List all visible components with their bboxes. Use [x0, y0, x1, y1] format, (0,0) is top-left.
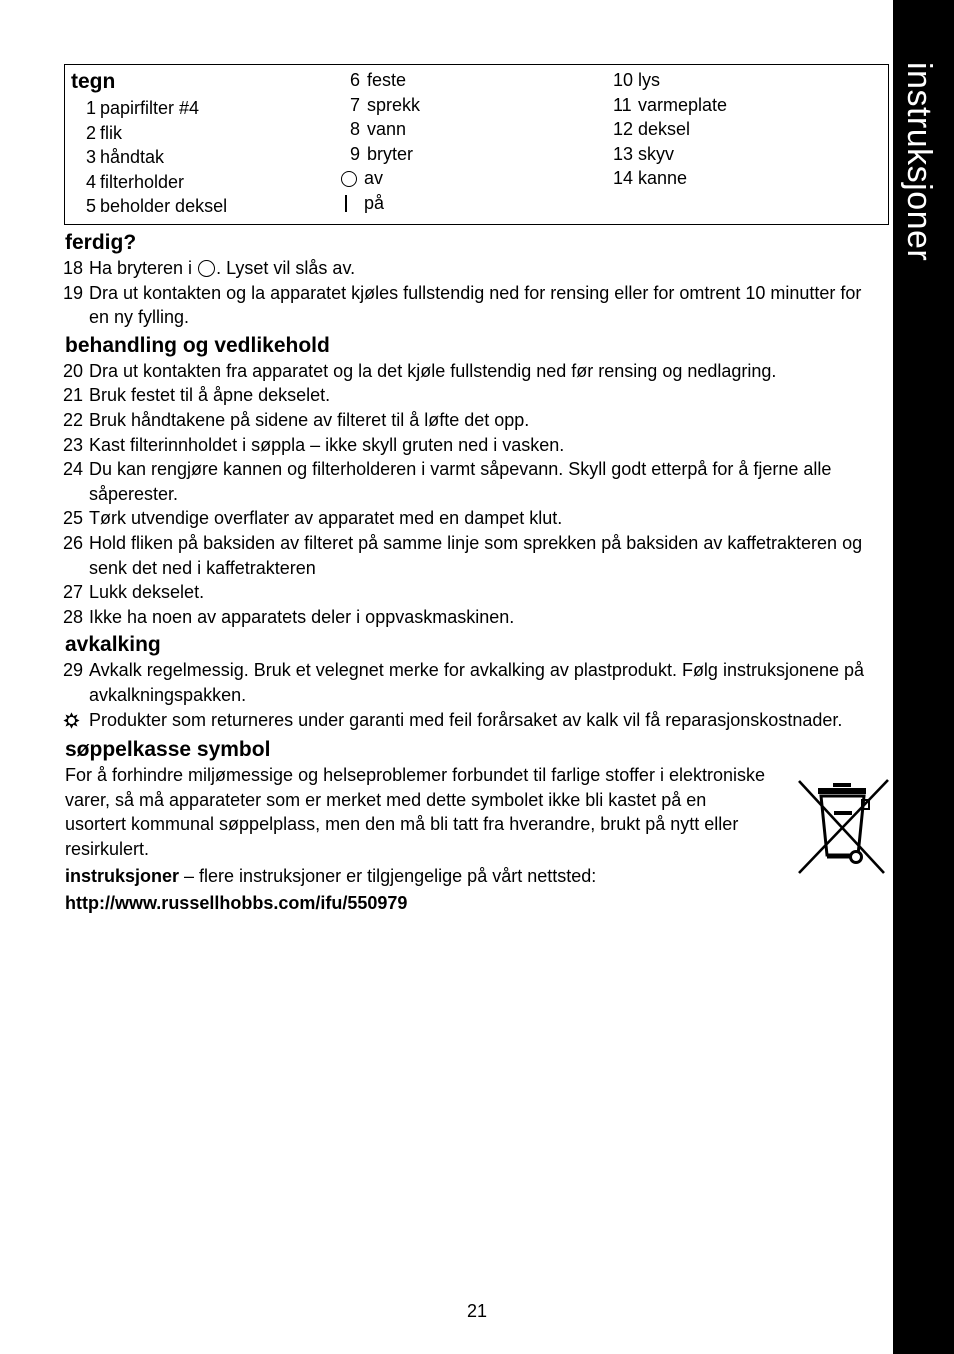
item-text: Avkalk regelmessig. Bruk et velegnet merke for avkalking av plastprodukt. Følg instruksjonene på avkalkningspakken.: [89, 660, 865, 705]
legend-number: 14: [613, 168, 634, 189]
legend-item: [80, 121, 227, 146]
legend-number: 4: [85, 171, 96, 192]
item-number: 21: [63, 385, 84, 406]
item-text: Du kan rengjøre kannen og filterholderen i varmt såpevann. Skyll godt etterpå for å fjerne alle såperester.: [89, 459, 832, 504]
list-item: [63, 383, 865, 408]
list-item: [63, 457, 865, 506]
legend-number: 10: [613, 70, 634, 90]
legend-item: [613, 142, 727, 167]
legend-label: sprekk: [367, 94, 421, 115]
legend-label: skyv: [638, 143, 674, 164]
item-number: 19: [63, 282, 84, 303]
legend-label: beholder deksel: [100, 196, 228, 217]
legend-number: 8: [350, 119, 361, 140]
more-text: – flere instruksjoner er tilgjengelige på vårt nettsted:: [179, 866, 597, 887]
item-text-end: . Lyset vil slås av.: [216, 258, 356, 278]
legend-label: håndtak: [100, 147, 165, 168]
legend-item: [613, 117, 727, 142]
legend-label: av: [364, 168, 384, 189]
warning-text: Produkter som returneres under garanti med feil forårsaket av kalk vil få reparasjonskostnader.: [89, 709, 843, 730]
legend-item: [350, 68, 420, 93]
list-item: [63, 506, 865, 531]
legend-label: flik: [100, 122, 122, 143]
item-text: Lukk dekselet.: [89, 582, 205, 603]
item-number: 25: [63, 508, 84, 529]
legend-item: [613, 93, 727, 118]
legend-number: 11: [613, 94, 632, 115]
legend-item: [80, 170, 227, 195]
legend-item-on: [350, 191, 420, 216]
list-item: [63, 605, 865, 630]
legend-column-3: [613, 68, 727, 191]
legend-number: 13: [613, 143, 634, 164]
instructions-url[interactable]: http://www.russellhobbs.com/ifu/550979: [65, 893, 408, 914]
legend-label: lys: [638, 70, 660, 90]
legend-label: vann: [367, 119, 407, 140]
legend-item: [350, 93, 420, 118]
legend-label: filterholder: [100, 171, 185, 192]
item-text: Bruk håndtakene på sidene av filteret til å løfte det opp.: [89, 409, 530, 430]
item-text: Dra ut kontakten fra apparatet og la det kjøle fullstendig ned før rensing og nedlagring.: [89, 360, 777, 381]
item-number: 22: [63, 409, 84, 430]
legend-item: [80, 96, 227, 121]
list-item: [63, 580, 865, 605]
legend-number: 5: [85, 196, 96, 217]
item-number: 28: [63, 606, 84, 627]
legend-number: 3: [85, 147, 96, 168]
item-number: 29: [63, 660, 84, 681]
legend-item: [613, 68, 727, 93]
item-text: Tørk utvendige overflater av apparatet med en dampet klut.: [89, 508, 563, 529]
legend-number: 12: [613, 119, 634, 140]
legend-label: kanne: [638, 168, 688, 189]
warning-star-icon: [63, 712, 80, 729]
legend-item: [80, 145, 227, 170]
legend-label: deksel: [638, 119, 691, 140]
legend-label: papirfilter #4: [100, 98, 200, 118]
legend-label: på: [364, 192, 385, 213]
list-item: [63, 433, 865, 458]
legend-item: [80, 194, 227, 219]
waste-paragraph: For å forhindre miljømessige og helseproblemer forbundet til farlige stoffer i elektroniske varer, så må apparateter som er merket med dette symbolet ikke bli kastet på en usortert kommunal søppelplass, men den må bli tatt fra hverandre, brukt på nytt eller resirkulert.: [65, 765, 765, 859]
page-number: 21: [466, 1301, 488, 1321]
legend-label: varmeplate: [638, 94, 728, 115]
item-text-start: Ha bryteren i: [89, 258, 193, 278]
item-number: 27: [63, 582, 84, 603]
section-heading-care: behandling og vedlikehold: [65, 333, 330, 357]
crossed-bin-icon: [796, 778, 890, 875]
item-number: 26: [63, 532, 84, 553]
legend-label: feste: [367, 70, 407, 90]
legend-column-2: [350, 68, 420, 216]
side-tab-title: instruksjoner: [900, 62, 938, 262]
section-heading-waste: søppelkasse symbol: [65, 738, 271, 762]
item-number: 20: [63, 360, 84, 381]
section-heading-ferdig: ferdig?: [65, 231, 137, 254]
item-text: Kast filterinnholdet i søppla – ikke skyll gruten ned i vasken.: [89, 434, 565, 455]
more-label: instruksjoner: [65, 866, 180, 887]
list-item: [63, 531, 865, 580]
list-item: [63, 359, 865, 384]
legend-item: [350, 142, 420, 167]
legend-item-off: [350, 166, 420, 191]
power-on-icon: [345, 195, 347, 212]
list-item: [63, 658, 865, 707]
section-heading-descale: avkalking: [65, 633, 161, 657]
legend-column-1: [80, 96, 227, 219]
legend-item: [350, 117, 420, 142]
legend-number: 6: [350, 70, 361, 90]
item-text: Bruk festet til å åpne dekselet.: [89, 385, 331, 406]
legend-number: 2: [85, 122, 96, 143]
legend-label: bryter: [367, 143, 414, 164]
item-text: Hold fliken på baksiden av filteret på samme linje som sprekken på baksiden av kaffetrakteren og senk det ned i kaffetrakteren: [89, 532, 863, 578]
item-text: Dra ut kontakten og la apparatet kjøles fullstendig ned for rensing eller for omtrent 10 minutter for en ny fylling.: [89, 282, 862, 328]
item-number: 18: [63, 258, 84, 278]
item-number: 24: [63, 459, 84, 480]
legend-number: 9: [350, 143, 361, 164]
legend-number: 1: [85, 98, 96, 118]
legend-box: [64, 64, 889, 225]
warning-item: [63, 708, 865, 733]
power-off-icon: [198, 260, 215, 277]
power-off-icon: [341, 171, 357, 187]
legend-number: 7: [350, 94, 361, 115]
list-item: [63, 408, 865, 433]
more-instructions: [65, 864, 865, 889]
legend-item: [613, 166, 727, 191]
main-content: [65, 230, 865, 916]
list-item: [63, 281, 865, 330]
legend-title: tegn: [71, 70, 116, 93]
item-number: 23: [63, 434, 84, 455]
list-item: [63, 256, 865, 281]
item-text: Ikke ha noen av apparatets deler i oppvaskmaskinen.: [89, 606, 515, 627]
